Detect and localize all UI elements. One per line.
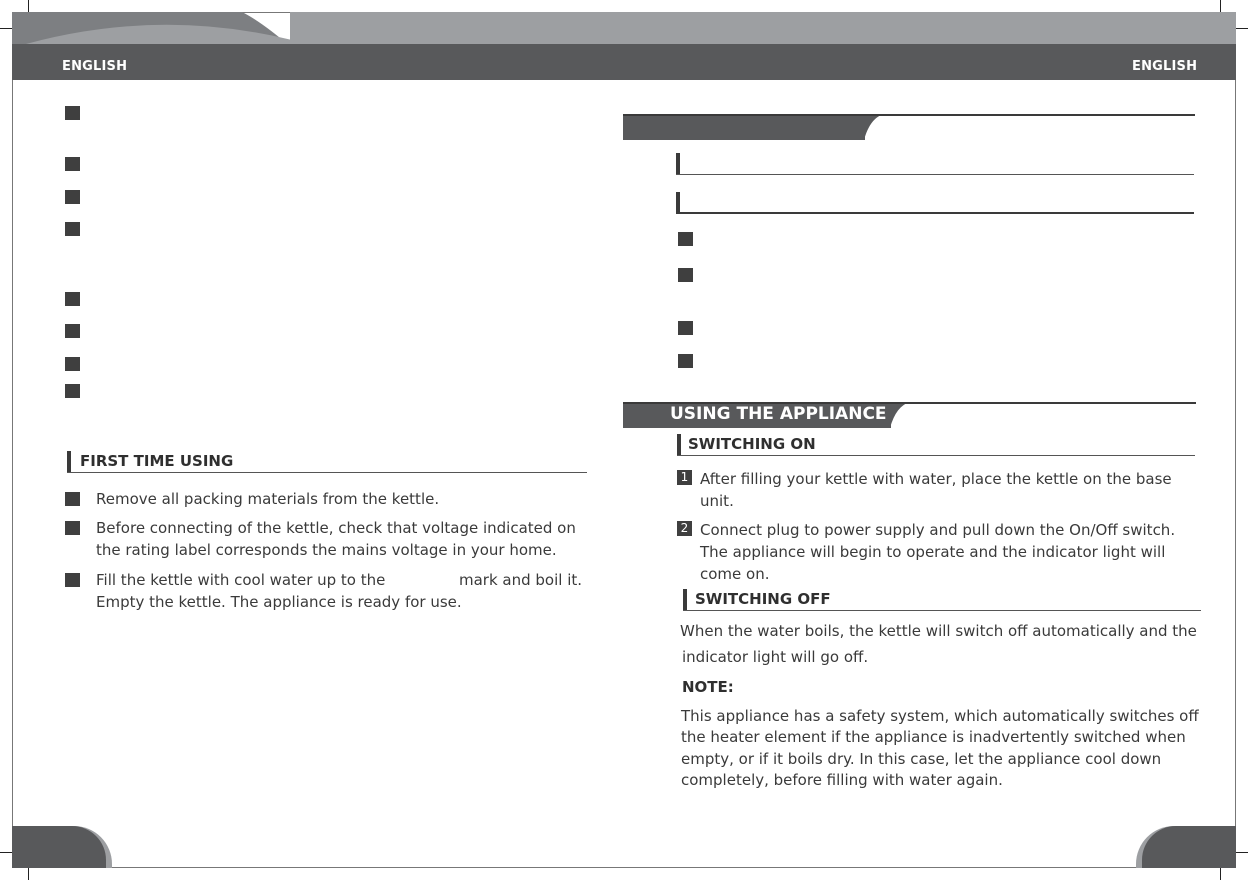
switching-off-heading: SWITCHING OFF bbox=[695, 590, 831, 608]
bullet-square bbox=[65, 384, 80, 398]
section-rule bbox=[623, 114, 1195, 116]
header-light-band bbox=[290, 12, 1236, 48]
first-time-heading: FIRST TIME USING bbox=[80, 452, 234, 470]
section-bar-top bbox=[623, 114, 865, 140]
header-dark-band bbox=[12, 44, 1236, 80]
using-section-title: USING THE APPLIANCE bbox=[670, 404, 887, 424]
section-bar-tab bbox=[864, 114, 884, 140]
first-time-item-3-line1: Fill the kettle with cool water up to the bbox=[96, 571, 386, 589]
heading-rule bbox=[683, 610, 1201, 611]
note-line4: completely, before filling with water again. bbox=[681, 771, 1003, 789]
bullet-square bbox=[678, 268, 693, 282]
footer-corner-right bbox=[1142, 826, 1236, 868]
bullet-square bbox=[65, 357, 80, 371]
bullet-square bbox=[65, 324, 80, 338]
heading-rule bbox=[67, 472, 587, 473]
heading-bar bbox=[683, 589, 687, 610]
crop-mark bbox=[1236, 852, 1248, 853]
switching-on-step-2-line2: The appliance will begin to operate and the indicator light will bbox=[700, 543, 1166, 561]
note-line1: This appliance has a safety system, which automatically switches off bbox=[681, 707, 1199, 725]
first-time-item-1: Remove all packing materials from the kettle. bbox=[96, 490, 440, 508]
crop-mark bbox=[28, 868, 29, 880]
switching-off-line1: When the water boils, the kettle will switch off automatically and the bbox=[680, 622, 1197, 640]
heading-bar bbox=[677, 434, 681, 455]
first-time-item-3-line1b: mark and boil it. bbox=[459, 571, 583, 589]
bullet-square bbox=[65, 292, 80, 306]
note-label: NOTE: bbox=[682, 678, 734, 696]
heading-bar bbox=[676, 153, 680, 174]
language-label-right: ENGLISH bbox=[1132, 59, 1198, 74]
switching-on-step-1-line2: unit. bbox=[700, 492, 734, 510]
note-line2: the heater element if the appliance is inadvertently switched when bbox=[681, 728, 1186, 746]
crop-mark bbox=[0, 852, 12, 853]
switching-off-line2: indicator light will go off. bbox=[682, 648, 869, 666]
bullet-square bbox=[65, 106, 80, 120]
switching-on-step-2-line1: Connect plug to power supply and pull down the On/Off switch. bbox=[700, 521, 1176, 539]
using-section-tab bbox=[890, 402, 910, 428]
bullet-square bbox=[65, 157, 80, 171]
crop-mark bbox=[1220, 0, 1221, 12]
page-border bbox=[1235, 12, 1236, 868]
heading-rule bbox=[676, 212, 1194, 214]
crop-mark bbox=[0, 28, 12, 29]
switching-on-heading: SWITCHING ON bbox=[688, 435, 816, 453]
crop-mark bbox=[1220, 868, 1221, 880]
bullet-square bbox=[678, 232, 693, 246]
page-border bbox=[12, 867, 1236, 868]
heading-bar bbox=[676, 192, 680, 213]
crop-mark bbox=[1236, 28, 1248, 29]
bullet-square bbox=[678, 321, 693, 335]
bullet-square bbox=[678, 354, 693, 368]
first-time-item-2-line1: Before connecting of the kettle, check that voltage indicated on bbox=[96, 519, 576, 537]
switching-on-step-1-line1: After filling your kettle with water, place the kettle on the base bbox=[700, 470, 1172, 488]
bullet-square bbox=[65, 190, 80, 204]
footer-corner-left bbox=[12, 826, 106, 868]
heading-rule bbox=[677, 455, 1195, 456]
bullet-square bbox=[65, 492, 80, 506]
first-time-item-2-line2: the rating label corresponds the mains voltage in your home. bbox=[96, 541, 557, 559]
note-line3: empty, or if it boils dry. In this case, let the appliance cool down bbox=[681, 750, 1162, 768]
switching-on-step-2-line3: come on. bbox=[700, 565, 770, 583]
bullet-square bbox=[65, 521, 80, 535]
crop-mark bbox=[28, 0, 29, 12]
page-border bbox=[12, 12, 13, 868]
heading-rule bbox=[676, 174, 1194, 175]
first-time-item-3-line2: Empty the kettle. The appliance is ready for use. bbox=[96, 593, 462, 611]
bullet-square bbox=[65, 222, 80, 236]
header-swoosh bbox=[12, 12, 292, 48]
language-label-left: ENGLISH bbox=[62, 59, 128, 74]
heading-bar bbox=[67, 451, 71, 472]
step-number-1: 1 bbox=[677, 470, 692, 485]
bullet-square bbox=[65, 573, 80, 587]
step-number-2: 2 bbox=[677, 521, 692, 536]
